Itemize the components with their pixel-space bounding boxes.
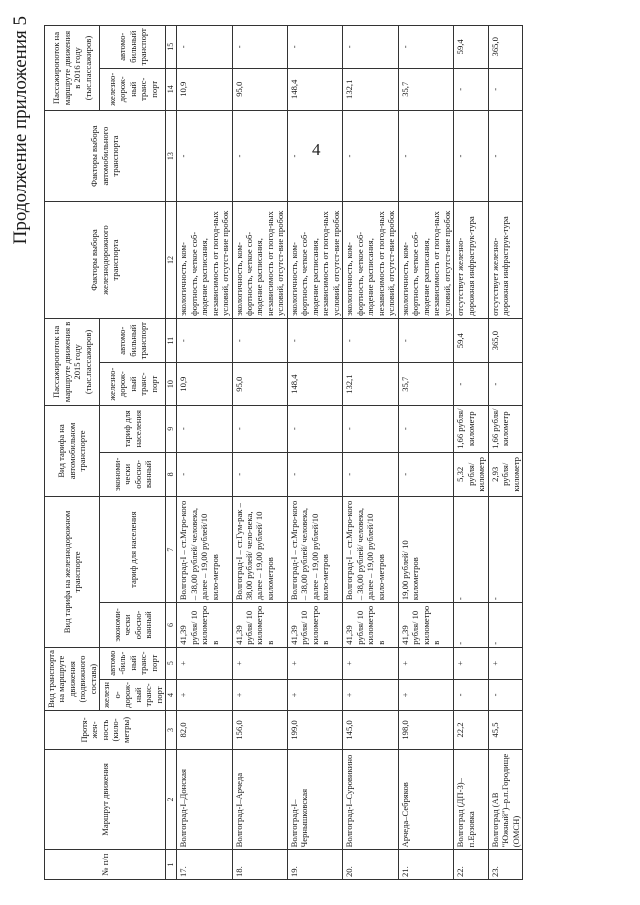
table-cell: - xyxy=(398,318,453,363)
table-cell: 132,1 xyxy=(343,363,398,405)
hdr-auto-factors: Факторы выбора автомобильного транспорта xyxy=(45,110,166,201)
hdr-route: Маршрут движения xyxy=(45,749,166,850)
table-cell: - xyxy=(398,405,453,452)
column-number: 8 xyxy=(166,452,177,497)
hdr-pop: тариф для населения xyxy=(100,497,166,603)
table-cell: - xyxy=(177,110,232,201)
table-cell: 1,66 рубля/ километр xyxy=(488,405,522,452)
table-cell: + xyxy=(398,647,453,679)
table-row xyxy=(488,26,522,880)
table-cell: - xyxy=(454,603,488,648)
page-number: 4 xyxy=(312,140,321,159)
table-cell: экологичность, ком-фортность, четкое соб-людение расписания, независимость от погод-ных условий, отсутст-вие пробок xyxy=(343,202,398,319)
table-row xyxy=(398,26,453,880)
table-cell: + xyxy=(287,647,342,679)
table-cell: 10,9 xyxy=(177,68,232,110)
table-cell: 95,0 xyxy=(232,68,287,110)
table-cell: 59,4 xyxy=(454,26,488,69)
table-cell: 199,0 xyxy=(287,711,342,749)
hdr-econ: экономи-чески обосно-ванный xyxy=(100,452,166,497)
column-number: 7 xyxy=(166,497,177,603)
table-cell: 41,39 рубля/ 10 километров xyxy=(232,603,287,648)
table-cell: + xyxy=(287,679,342,711)
table-cell: - xyxy=(177,405,232,452)
column-number: 6 xyxy=(166,603,177,648)
table-cell: - xyxy=(454,68,488,110)
hdr-flow-2016: Пассажиропоток на маршруте движения в 2016 году (тыс.пассажиров) xyxy=(45,26,100,111)
table-cell: экологичность, ком-фортность, четкое соб-людение расписания, независимость от погод-ных условий, отсутст-вие пробок xyxy=(287,202,342,319)
table-cell: + xyxy=(232,647,287,679)
column-number: 5 xyxy=(166,647,177,679)
table-cell: - xyxy=(177,26,232,69)
table-cell: 20. xyxy=(343,850,398,880)
table-cell: Волгоград-I–Чернышковская xyxy=(287,749,342,850)
table-cell: - xyxy=(343,452,398,497)
table-cell: 19,00 рублей/ 10 километров xyxy=(398,497,453,603)
table-cell: - xyxy=(454,679,488,711)
table-cell: - xyxy=(287,318,342,363)
table-cell: - xyxy=(177,452,232,497)
table-cell: - xyxy=(488,363,522,405)
table-cell: 21. xyxy=(398,850,453,880)
table-row xyxy=(287,26,342,880)
table-cell: 148,4 xyxy=(287,68,342,110)
column-number: 2 xyxy=(166,749,177,850)
table-cell: 41,39 рубля/ 10 километров xyxy=(343,603,398,648)
table-cell: - xyxy=(232,318,287,363)
table-cell: - xyxy=(343,110,398,201)
table-cell: Волгоград-I – ст.Гум-рак – 38,00 рублей/ чело-века, далее – 19,00 рублей/ 10 километров xyxy=(232,497,287,603)
table-cell: - xyxy=(398,26,453,69)
hdr-rail-tariff: Вид тарифа на железнодорожном транспорте xyxy=(45,497,100,648)
column-number: 9 xyxy=(166,405,177,452)
table-cell: 156,0 xyxy=(232,711,287,749)
table-cell: Волгоград-I–Арчеда xyxy=(232,749,287,850)
table-cell: - xyxy=(488,497,522,603)
table-cell: Волгоград-I–Суровикино xyxy=(343,749,398,850)
table-cell: 82,0 xyxy=(177,711,232,749)
table-cell: + xyxy=(177,679,232,711)
table-cell: - xyxy=(343,405,398,452)
column-number: 14 xyxy=(166,68,177,110)
table-cell: + xyxy=(232,679,287,711)
table-cell: + xyxy=(177,647,232,679)
table-cell: - xyxy=(232,110,287,201)
table-cell: отсутствует железно-дорожная инфраструк-тура xyxy=(454,202,488,319)
hdr-auto: автомо-биль-ный транс-порт xyxy=(100,647,166,679)
hdr-length: Протя-жен-ность (кило-метры) xyxy=(45,711,166,749)
table-cell: - xyxy=(454,110,488,201)
hdr-transport-type: Вид транспорта на маршруте движения (подвижного состава) xyxy=(45,647,100,711)
table-cell: экологичность, ком-фортность, четкое соб-людение расписания, независимость от погод-ных условий, отсутст-вие пробок xyxy=(232,202,287,319)
table-row xyxy=(454,26,488,880)
table-cell: - xyxy=(454,363,488,405)
table-cell: 95,0 xyxy=(232,363,287,405)
table-cell: 18. xyxy=(232,850,287,880)
table-cell: - xyxy=(343,318,398,363)
table-cell: Волгоград-I – ст.Мгро-кого – 38,00 рублей/ человека, далее – 19,00 рублей/10 кило-метров xyxy=(287,497,342,603)
routes-table xyxy=(44,25,523,880)
table-cell: Волгоград-I–Донская xyxy=(177,749,232,850)
table-cell: 59,4 xyxy=(454,318,488,363)
table-cell: - xyxy=(287,26,342,69)
table-cell: + xyxy=(454,647,488,679)
table-row xyxy=(343,26,398,880)
table-cell: 41,39 рубля/ 10 километров xyxy=(398,603,453,648)
table-cell: + xyxy=(398,679,453,711)
column-number: 4 xyxy=(166,679,177,711)
table-cell: 1,66 рубля/ километр xyxy=(454,405,488,452)
table-cell: 22. xyxy=(454,850,488,880)
table-cell: - xyxy=(232,26,287,69)
table-cell: - xyxy=(232,452,287,497)
table-cell: Волгоград-I – ст.Мгро-кого – 38,00 рублей/ человека, далее – 19,00 рублей/10 кило-метров xyxy=(177,497,232,603)
table-cell: 145,0 xyxy=(343,711,398,749)
table-cell: - xyxy=(398,110,453,201)
column-number: 13 xyxy=(166,110,177,201)
table-cell: Волгоград (ДП-3)–п.Ерзовка xyxy=(454,749,488,850)
hdr-rail: железно-дорож-ный транс-порт xyxy=(100,68,166,110)
column-number: 15 xyxy=(166,26,177,69)
table-cell: 2,93 рубля/ километр xyxy=(488,452,522,497)
table-cell: отсутствует железно-дорожная инфраструк-тура xyxy=(488,202,522,319)
column-number: 12 xyxy=(166,202,177,319)
table-cell: + xyxy=(488,647,522,679)
table-cell: - xyxy=(343,26,398,69)
table-cell: - xyxy=(488,603,522,648)
table-cell: - xyxy=(232,405,287,452)
table-cell: - xyxy=(488,679,522,711)
table-cell: - xyxy=(398,452,453,497)
column-number: 1 xyxy=(166,850,177,880)
table-cell: 41,39 рубля/ 10 километров xyxy=(177,603,232,648)
table-cell: 23. xyxy=(488,850,522,880)
table-cell: - xyxy=(287,110,342,201)
table-cell: Волгоград (АВ "Южный")–р.п.Городище (ОМСН) xyxy=(488,749,522,850)
column-number: 11 xyxy=(166,318,177,363)
table-cell: Арчеда–Себряков xyxy=(398,749,453,850)
continuation-title: Продолжение приложения 5 xyxy=(10,16,31,245)
rotated-sheet xyxy=(0,10,640,890)
table-row xyxy=(232,26,287,880)
table-cell: - xyxy=(177,318,232,363)
table-cell: + xyxy=(343,679,398,711)
hdr-rail: железно-дорож-ный транс-порт xyxy=(100,363,166,405)
table-cell: - xyxy=(287,405,342,452)
table-cell: 148,4 xyxy=(287,363,342,405)
table-cell: + xyxy=(343,647,398,679)
table-row xyxy=(177,26,232,880)
table-cell: - xyxy=(454,497,488,603)
hdr-rail-factors: Факторы выбора железнодорожного транспорта xyxy=(45,202,166,319)
hdr-auto: автомо-бильный транспорт xyxy=(100,318,166,363)
table-cell: 35,7 xyxy=(398,363,453,405)
hdr-auto: автомо-бильный транспорт xyxy=(100,26,166,69)
table-cell: 35,7 xyxy=(398,68,453,110)
table-cell: экологичность, ком-фортность, четкое соб-людение расписания, независимость от погод-ных условий, отсутст-вие пробок xyxy=(398,202,453,319)
table-cell: Волгоград-I – ст.Мгро-кого – 38,00 рублей/ человека, далее – 19,00 рублей/10 кило-метров xyxy=(343,497,398,603)
table-cell: 22,2 xyxy=(454,711,488,749)
table-cell: 41,39 рубля/ 10 километров xyxy=(287,603,342,648)
table-cell: - xyxy=(488,68,522,110)
table-cell: 365,0 xyxy=(488,26,522,69)
table-cell: экологичность, ком-фортность, четкое соб-людение расписания, независимость от погод-ных условий, отсутст-вие пробок xyxy=(177,202,232,319)
hdr-pop: тариф для населения xyxy=(100,405,166,452)
hdr-auto-tariff: Вид тарифа на автомобильном транспорте xyxy=(45,405,100,496)
hdr-rail: железно-дорож-ный транс-порт xyxy=(100,679,166,711)
column-number: 3 xyxy=(166,711,177,749)
table-cell: 5,32 рубля/ километр xyxy=(454,452,488,497)
column-numbers-row xyxy=(166,26,177,880)
table-cell: 132,1 xyxy=(343,68,398,110)
table-cell: 10,9 xyxy=(177,363,232,405)
hdr-flow-2015: Пассажиропоток на маршруте движения в 2015 году (тыс.пассажиров) xyxy=(45,318,100,405)
hdr-econ: экономи-чески обосно-ванный xyxy=(100,603,166,648)
table-cell: - xyxy=(287,452,342,497)
table-cell: 198,0 xyxy=(398,711,453,749)
table-cell: 45,5 xyxy=(488,711,522,749)
table-cell: 19. xyxy=(287,850,342,880)
hdr-no: № п/п xyxy=(45,850,166,880)
table-cell: 365,0 xyxy=(488,318,522,363)
column-number: 10 xyxy=(166,363,177,405)
table-cell: - xyxy=(488,110,522,201)
table-cell: 17. xyxy=(177,850,232,880)
